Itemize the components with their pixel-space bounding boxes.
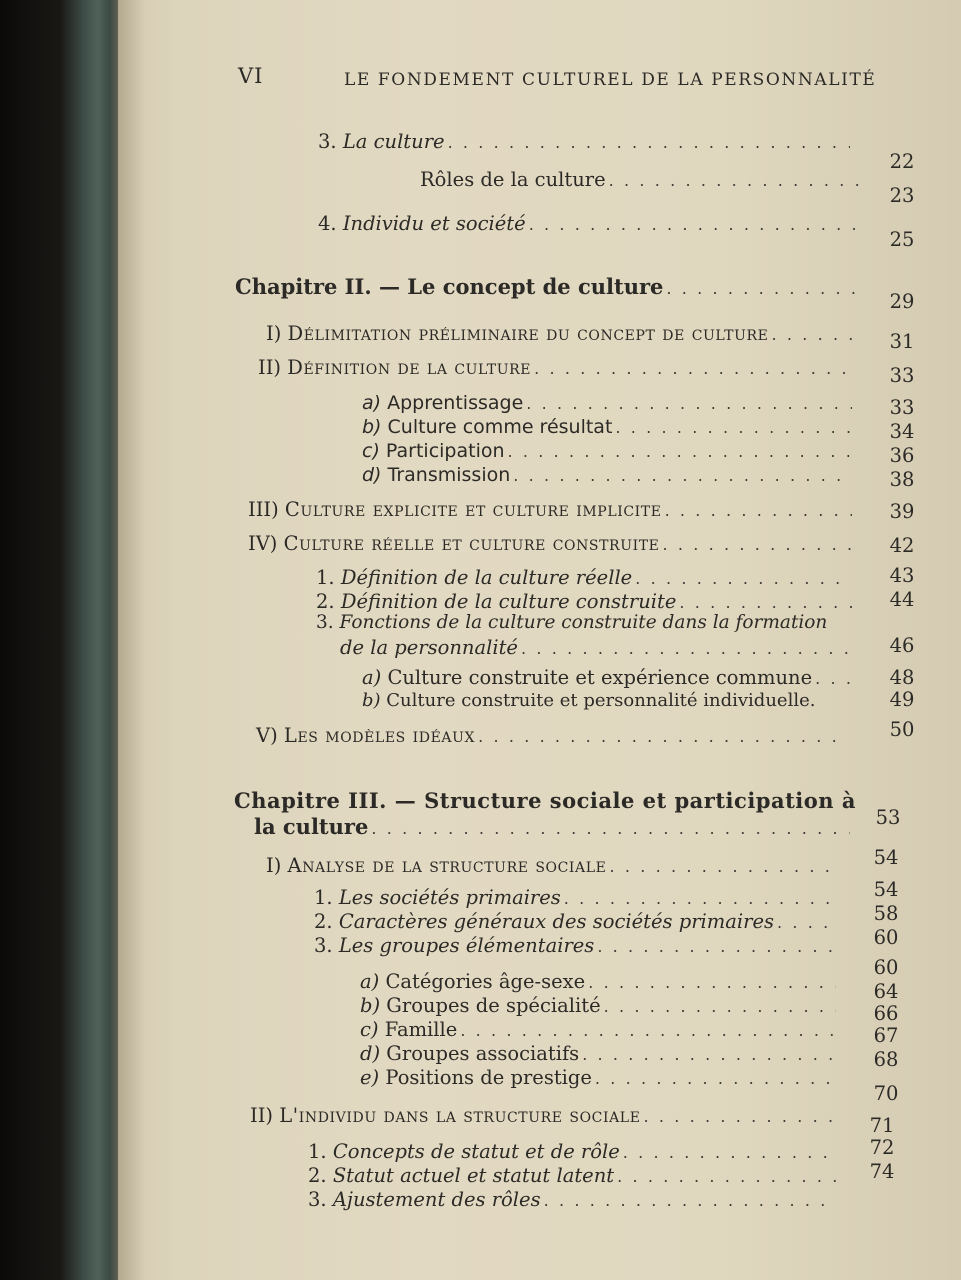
toc-entry [360,994,836,1017]
entry-title: Groupes de spécialité [386,994,601,1017]
page-ref: 25 [889,228,915,251]
page-ref: 67 [873,1024,899,1047]
toc-entry [362,666,852,689]
toc-entry [316,566,852,589]
page-ref: 46 [889,634,915,657]
page-ref: 58 [873,902,899,925]
entry-number: I) [266,854,282,877]
page-ref: 44 [889,588,915,611]
page-ref: 43 [889,564,915,587]
entry-title: Les sociétés primaires [338,886,561,909]
page-ref: 74 [869,1160,895,1183]
entry-number: 1. [314,886,333,909]
page-ref: 48 [889,666,915,689]
toc-entry [360,1018,836,1041]
entry-letter: a) [360,970,380,993]
toc-entry-line [316,612,827,633]
entry-title: Caractères généraux des sociétés primaires [338,910,775,933]
page-ref: 53 [875,806,901,829]
entry-letter: b) [360,994,381,1017]
entry-letter: d) [360,1042,381,1065]
entry-title: Les modèles idéaux [283,724,476,747]
entry-title: La culture [342,130,445,153]
entry-title: L'individu dans la structure sociale [279,1104,641,1127]
toc-entry [258,356,850,379]
page-number-roman: VI [238,64,264,88]
toc-entry [360,1042,836,1065]
entry-title: Définition de la culture [287,356,532,379]
page-ref: 38 [889,468,915,491]
entry-title: Culture réelle et culture construite [283,532,660,555]
page-ref: 33 [889,396,915,419]
book-spine [0,0,130,1280]
toc-entry [362,416,852,438]
toc-entry [250,1104,836,1127]
page-ref: 49 [889,688,915,711]
book-page [118,0,961,1280]
toc-entry [314,886,836,909]
page-ref: 36 [889,444,915,467]
toc-entry [340,636,852,659]
page-ref: 60 [873,956,899,979]
chapter-heading-line1: Chapitre III. — Structure sociale et participation à [234,788,856,813]
toc-entry [308,1164,836,1187]
entry-title: Rôles de la culture [420,168,606,191]
entry-title: Analyse de la structure sociale [287,854,607,877]
entry-number: II) [258,356,282,379]
toc-entry [256,724,848,747]
entry-title: Délimitation préliminaire du concept de culture [287,322,769,345]
page-ref: 64 [873,980,899,1003]
entry-number: 2. [308,1164,327,1187]
toc-entry [266,322,862,345]
entry-title: Concepts de statut et de rôle [332,1140,620,1163]
chapter-heading [235,274,863,299]
entry-title: Transmission [387,464,511,486]
entry-letter: a) [362,666,382,689]
entry-title: Participation [385,440,505,462]
toc-entry [318,212,866,235]
chapter-number: Chapitre II. [235,274,372,299]
entry-number: 3. [316,612,334,633]
entry-title: Définition de la culture construite [340,590,677,613]
entry-title: Famille [384,1018,458,1041]
toc-entry [248,498,852,521]
page-ref: 23 [889,184,915,207]
page-ref: 66 [873,1002,899,1025]
entry-letter: c) [360,1018,379,1041]
entry-letter: e) [360,1066,380,1089]
entry-title: Statut actuel et statut latent [332,1164,615,1187]
page-ref: 72 [869,1136,895,1159]
page-ref: 34 [889,420,915,443]
running-title: LE FONDEMENT CULTUREL DE LA PERSONNALITÉ [344,70,877,90]
page-ref: 42 [889,534,915,557]
page-ref: 68 [873,1048,899,1071]
entry-title: Apprentissage [387,392,524,414]
entry-number: 1. [308,1140,327,1163]
toc-entry [420,168,866,191]
toc-entry [314,910,836,933]
page-ref: 71 [869,1114,895,1137]
entry-number: 4. [318,212,337,235]
page-ref: 39 [889,500,915,523]
page-ref: 60 [873,926,899,949]
toc-entry [360,970,836,993]
chapter-title: — Le concept de culture [378,274,664,299]
entry-title: Définition de la culture réelle [340,566,633,589]
entry-number: II) [250,1104,274,1127]
entry-title: Individu et société [342,212,526,235]
entry-number: III) [248,498,279,521]
page-ref: 29 [889,290,915,313]
toc-entry [360,1066,836,1089]
page-ref: 54 [873,878,899,901]
toc-entry [362,392,852,414]
page-ref: 22 [889,150,915,173]
entry-number: I) [266,322,282,345]
entry-title: Positions de prestige [385,1066,592,1089]
toc-entry [314,934,836,957]
page-ref: 70 [873,1082,899,1105]
entry-title: Culture comme résultat [387,416,613,438]
entry-letter: b) [362,690,381,711]
toc-entry [318,130,850,153]
toc-entry [308,1140,836,1163]
entry-title: Les groupes élémentaires [338,934,595,957]
toc-entry [362,440,852,462]
entry-title: Culture construite et expérience commune [387,666,813,689]
entry-number: 2. [316,590,335,613]
page-ref: 54 [873,846,899,869]
entry-title: de la personnalité [340,636,518,659]
entry-title: Catégories âge-sexe [385,970,586,993]
toc-entry [316,590,852,613]
entry-title: Ajustement des rôles [332,1188,541,1211]
entry-letter: c) [362,440,380,462]
entry-number: 3. [314,934,333,957]
entry-number: V) [256,724,278,747]
entry-number: 3. [318,130,337,153]
entry-letter: b) [362,416,382,438]
entry-title: Culture construite et personnalité individuelle. [386,690,816,711]
chapter-title: la culture [254,814,369,839]
entry-letter: d) [362,464,382,486]
entry-title-line1: Fonctions de la culture construite dans la formation [339,612,828,633]
page-ref: 33 [889,364,915,387]
entry-title: Groupes associatifs [386,1042,580,1065]
entry-number: IV) [248,532,278,555]
entry-number: 3. [308,1188,327,1211]
toc-entry [266,854,836,877]
entry-number: 2. [314,910,333,933]
toc-entry [362,464,852,486]
entry-title: Culture explicite et culture implicite [284,498,662,521]
entry-number: 1. [316,566,335,589]
toc-entry [362,690,815,711]
toc-entry [308,1188,836,1211]
entry-letter: a) [362,392,382,414]
page-ref: 31 [889,330,915,353]
page-ref: 50 [889,718,915,741]
toc-entry [248,532,852,555]
chapter-heading [254,814,850,839]
